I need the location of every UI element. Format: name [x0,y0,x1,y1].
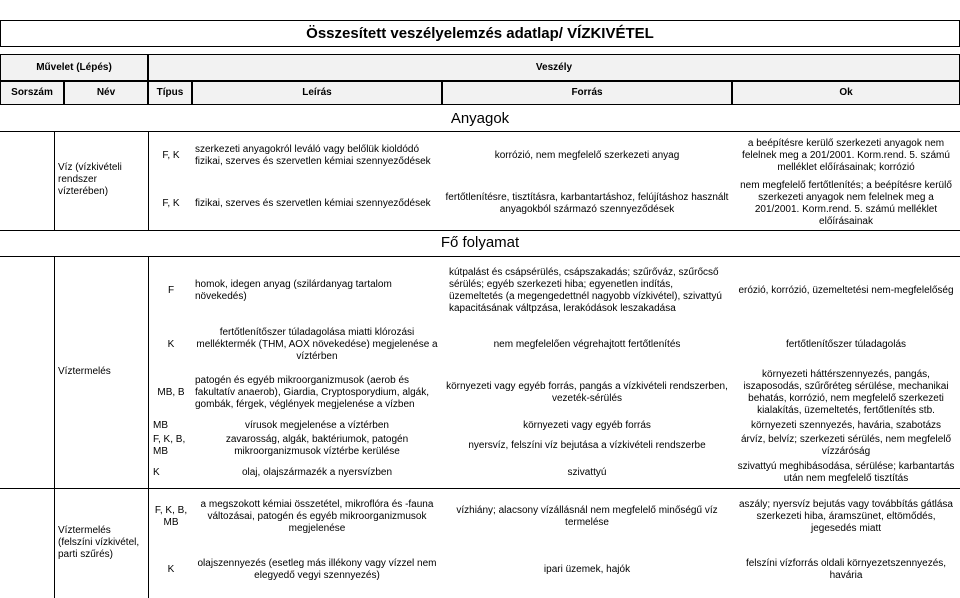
header-sorszam: Sorszám [0,81,64,105]
row-leiras: a megszokott kémiai összetétel, mikroflóra és -fauna változásai, patogén és egyéb mikroorganizmusok megjelenése [200,499,434,534]
row-leiras: fizikai, szerves és szervetlen kémiai szennyeződések [195,198,431,209]
row-forras: környezeti vagy egyéb forrás, pangás a vízkivételi rendszerben, vezeték-sérülés [446,381,728,404]
header-veszely: Veszély [148,54,960,81]
section-title-anyagok: Anyagok [450,110,510,127]
step-name: Víz (vízkivételi rendszer vízterében) [58,162,122,197]
row-tipus: K [153,467,160,478]
header-ok: Ok [732,81,960,105]
row-tipus: MB, B [157,387,185,398]
row-forras: nem megfelelően végrehajtott fertőtlenítés [493,339,681,350]
row-ok: árvíz, belvíz; szerkezeti sérülés, nem megfelelő vízzáróság [740,434,952,457]
row-forras: korrózió, nem megfelelő szerkezeti anyag [494,150,680,161]
row-ok: környezeti háttérszennyezés, pangás, iszaposodás, szűrőréteg sérülése, mechanikai behatás, korrózió, nem megfelelő szerkezeti kialakítás, üzemeltetés, fertőtlenítés stb. [743,369,949,416]
step-name: Víztermelés (felszíni vízkivétel, parti szűrés) [58,525,140,560]
row-tipus: MB [153,420,168,431]
row-ok: nem megfelelő fertőtlenítés; a beépítésre kerülő szerkezeti anyagok nem felelnek meg a 201/2001. Korm.rend. 5. számú melléklet előírásainak [740,180,952,227]
row-leiras: olaj, olajszármazék a nyersvízben [241,467,393,478]
row-forras: fertőtlenítésre, tisztításra, karbantartáshoz, felújításhoz használt anyagokból származó szennyeződések [445,192,729,215]
row-ok: szivattyú meghibásodása, sérülése; karbantartás után nem megfelelő tisztítás [737,461,955,484]
row-forras: kútpalást és csápsérülés, csápszakadás; szűrőváz, szűrőcső sérülés; egyéb szerkezeti hiba; egyenetlen indítás, üzemeltetés (a megengedettnél nagyobb vízkivétel), szivattyú kapacitásának váltpzása, lerakódások leszakadása [449,267,722,314]
row-tipus: F, K [162,198,180,209]
row-tipus: F, K [162,150,180,161]
row-ok: erózió, korrózió, üzemeltetési nem-megfelelőség [738,285,954,296]
row-tipus: K [167,564,175,575]
page-title: Összesített veszélyelemzés adatlap/ VÍZKIVÉTEL [0,20,960,47]
row-forras: ipari üzemek, hajók [543,564,631,575]
row-leiras: vírusok megjelenése a víztérben [245,420,389,431]
row-ok: környezeti szennyezés, havária, szabotázs [750,420,942,431]
row-leiras: zavarosság, algák, baktériumok, patogén mikroorganizmusok víztérbe kerülése [225,434,409,457]
row-leiras: szerkezeti anyagokról leváló vagy belőlük kioldódó fizikai, szerves és szervetlen kémiai szennyeződések [195,144,431,167]
row-forras: környezeti vagy egyéb forrás [523,420,651,431]
row-leiras: patogén és egyéb mikroorganizmusok (aerob és fakultatív anaerob), Giardia, Cryptosporydium, algák, gombák, férgek, véglények megjelenése a vízben [195,375,429,410]
row-ok: a beépítésre kerülő szerkezeti anyagok nem felelnek meg a 201/2001. Korm.rend. 5. számú melléklet előírásainak; korrózió [742,138,950,173]
row-ok: aszály; nyersvíz bejutás vagy továbbítás gátlása szerkezeti hiba, áramszünet, eltömődés, jegesedés miatt [738,499,953,534]
row-tipus: F [167,285,175,296]
header-nev: Név [64,81,148,105]
row-tipus: F, K, B, MB [154,505,188,528]
row-leiras: homok, idegen anyag (szilárdanyag tartalom növekedés) [195,279,392,302]
row-forras: vízhiány; alacsony vízállásnál nem megfelelő minőségű víz termelése [456,505,718,528]
row-forras: szivattyú [567,467,607,478]
section-title-fo-folyamat: Fő folyamat [440,234,520,251]
header-muvelet: Művelet (Lépés) [0,54,148,81]
header-forras: Forrás [442,81,732,105]
step-name: Víztermelés [58,366,111,377]
row-leiras: fertőtlenítőszer túladagolása miatti klórozási melléktermék (THM, AOX növekedése) megjelenése a víztérben [196,327,438,362]
row-tipus: K [167,339,175,350]
row-leiras: olajszennyezés (esetleg más illékony vagy vízzel nem elegyedő vegyi szennyezés) [197,558,437,581]
row-ok: felszíni vízforrás oldali környezetszennyezés, havária [745,558,947,581]
row-forras: nyersvíz, felszíni víz bejutása a vízkivételi rendszerbe [468,440,706,451]
header-tipus: Típus [148,81,192,105]
row-ok: fertőtlenítőszer túladagolás [785,339,907,350]
header-leiras: Leírás [192,81,442,105]
row-tipus: F, K, B, MB [153,434,186,457]
